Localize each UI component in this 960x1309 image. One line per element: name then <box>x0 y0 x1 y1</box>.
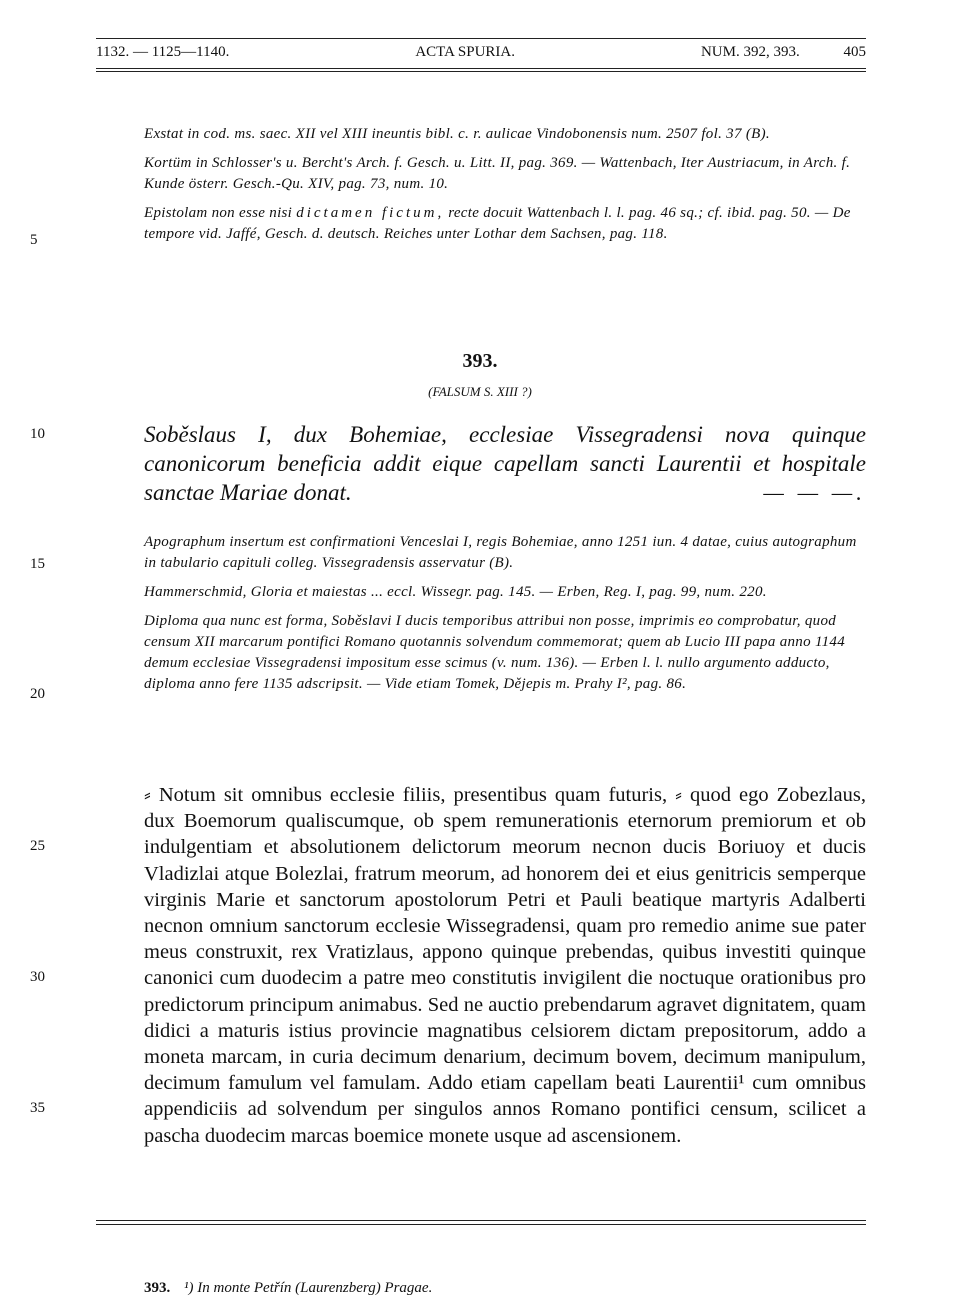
running-header <box>96 44 866 61</box>
header-right <box>701 44 866 61</box>
spaced-text: dictamen fictum, <box>296 205 445 221</box>
summary-text: Soběslaus I, dux Bohemiae, ecclesiae Vissegradensi nova quinque canonicorum beneficia addit eique capellam sancti Laurentii et hospitale sanctae Mariae donat. — — —. <box>144 422 866 505</box>
header-rule-top <box>96 38 866 39</box>
header-rule-bottom <box>96 68 866 69</box>
charter-text <box>96 782 866 1149</box>
regest-summary <box>96 420 866 507</box>
note-paragraph: Apographum insertum est confirmationi Venceslai I, regis Bohemiae, anno 1251 iun. 4 datae, cuius autographum in tabulario capituli colleg. Vissegradensis asservatur (B). <box>144 534 857 571</box>
notes-392 <box>144 124 866 253</box>
line-number: 15 <box>30 556 45 572</box>
footnote-text: ¹) In monte Petřín (Laurenzberg) Pragae. <box>184 1280 433 1296</box>
note-paragraph: Exstat in cod. ms. saec. XII vel XIII ineuntis bibl. c. r. aulicae Vindobonensis num. 2507 fol. 37 (B). <box>144 126 770 142</box>
page-number: 405 <box>843 44 866 60</box>
line-number: 30 <box>30 969 45 985</box>
footnote-rule <box>96 1220 866 1221</box>
note-paragraph: Kortüm in Schlosser's u. Bercht's Arch. f. Gesch. u. Litt. II, pag. 369. — Wattenbach, Iter Austriacum, in Arch. f. Kunde österr. Gesch.-Qu. XIV, pag. 73, num. 10. <box>144 155 851 192</box>
line-number: 20 <box>30 686 45 702</box>
note-paragraph: Hammerschmid, Gloria et maiestas ... eccl. Wissegr. pag. 145. — Erben, Reg. I, pag. 99, num. 220. <box>144 584 767 600</box>
header-center: ACTA SPURIA. <box>415 44 515 60</box>
footnote <box>144 1280 432 1297</box>
summary-dashes: — — —. <box>763 480 866 505</box>
line-number: 10 <box>30 426 45 442</box>
notes-393 <box>144 532 866 703</box>
dating-note: (FALSUM S. XIII ?) <box>428 384 532 399</box>
note-paragraph: Diploma qua nunc est forma, Soběslavi I ducis temporibus attribui non posse, imprimis eo comprobatur, quod censum XII marcarum pontifici Romano quotannis solvendum commemorat; quem ab Lucio III papa anno 1144 demum ecclesiae Vissegradensi impositum esse scimus (v. num. 136). — Erben l. l. nullo argumento adducto, diploma anno fere 1135 adscripsit. — Vide etiam Tomek, Dějepis m. Prahy I², pag. 86. <box>144 613 846 692</box>
line-number: 35 <box>30 1100 45 1116</box>
document-number: 393. <box>462 350 498 372</box>
header-left: 1132. — 1125—1140. <box>96 44 230 60</box>
footnote-rule-2 <box>96 1224 866 1225</box>
line-number: 5 <box>30 232 38 248</box>
line-number: 25 <box>30 838 45 854</box>
header-num: NUM. 392, 393. <box>700 44 800 60</box>
footnote-ref: 393. <box>144 1280 171 1296</box>
note-paragraph: Epistolam non esse nisi dictamen fictum, recte docuit Wattenbach l. l. pag. 46 sq.; cf. ibid. pag. 50. — De tempore vid. Jaffé, Gesch. d. deutsch. Reiches unter Lothar dem Sachsen, pag. 118. <box>144 205 851 242</box>
header-rule-bottom-2 <box>96 71 866 72</box>
charter-paragraph: ⸗ Notum sit omnibus ecclesie filiis, presentibus quam futuris, ⸗ quod ego Zobezlaus, dux Boemorum qualiscumque, ob spem remunerationis eternorum premiorum et ob indulgentiam et absolutionem delictorum meorum necnon ducis Boriuoy et ducis Vladizlai atque Bolezlai, fratrum meorum, ad honorem dei et eius genitricis semperque virginis Marie et sanctorum apostolorum Petri et Pauli beatique martyris Adalberti necnon omnium sanctorum ecclesie Wissegradensi, quam pro remedio anime sue pater meus construxit, rex Vratizlaus, appono quinque prebendas, quibus investiti quinque canonici cum duodecim a patre meo constitutis invigilent die noctuque orationibus pro predictorum principum animabus. Sed ne auctio prebendarum agravet dignitatem, quam didici a maturis istius provincie magnatibus celsiorem dictam prepositorum, addo a moneta marcam, in curia decimum denarium, decimum bovem, decimum manipulum, decimum famulum vel famulam. Addo etiam capellam beati Laurentii¹ cum omnibus appendiciis ad solvendum per singulos annos Romano pontifici censum, scilicet a pascha duodecim marcas boemice monete usque ad ascensionem. <box>144 784 866 1147</box>
